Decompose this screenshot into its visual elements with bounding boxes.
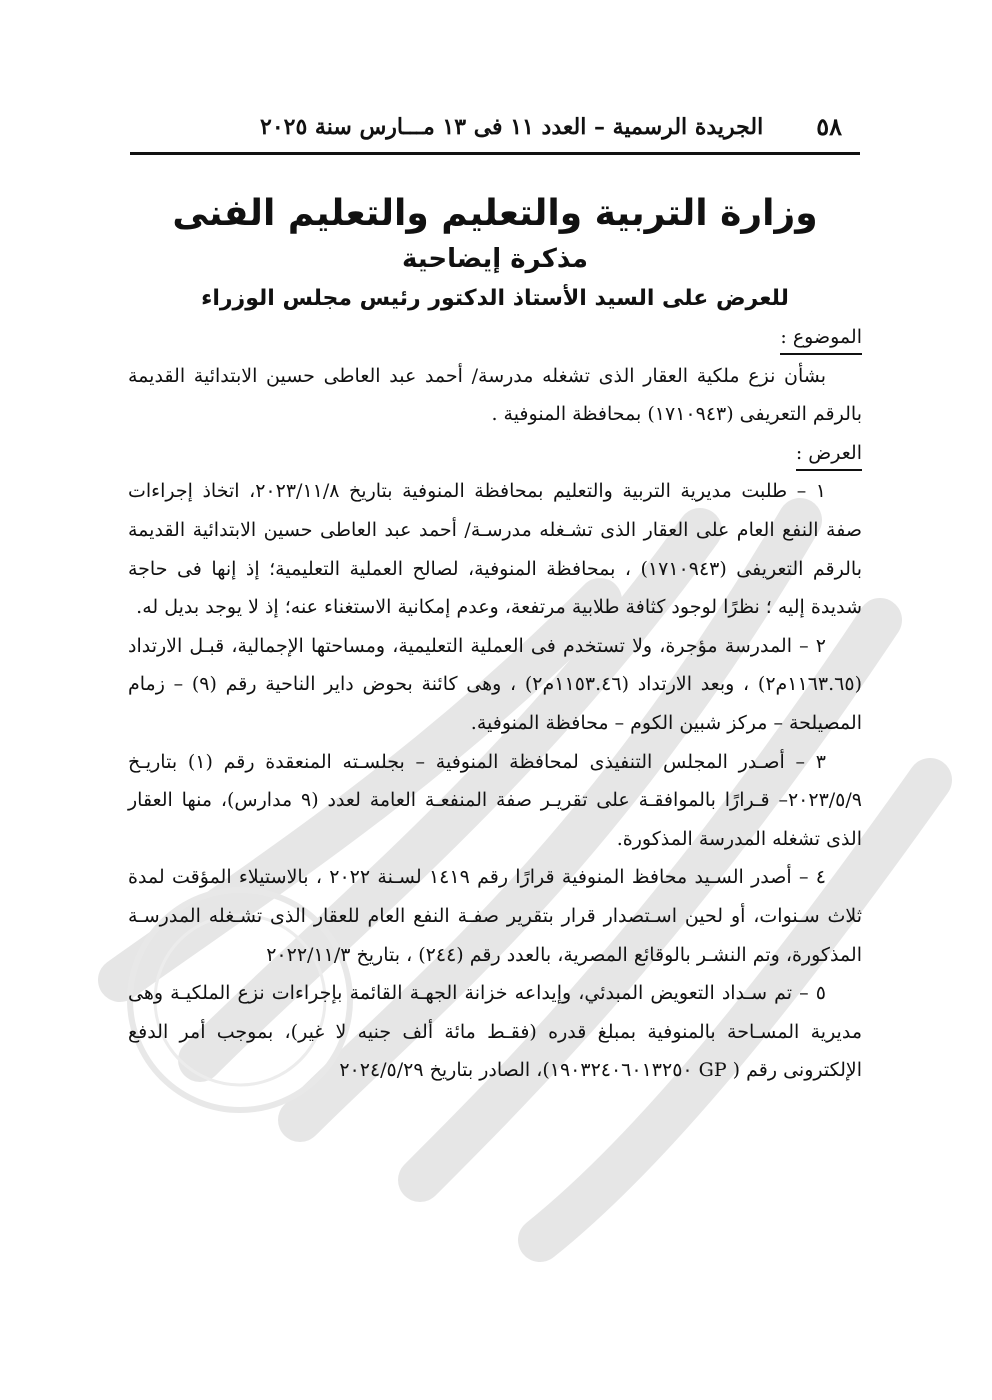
subject-text: بشأن نزع ملكية العقار الذى تشغله مدرسة/ أحمد عبد العاطى حسين الابتدائية القديمة بالرقم التعريفى (١٧١٠٩٤٣) بمحافظة المنوفية . [128,364,862,426]
memo-title: مذكرة إيضاحية [402,244,588,274]
paragraph-4: ٤ – أصدر السـيد محافظ المنوفية قرارًا رقم ١٤١٩ لسـنة ٢٠٢٢ ، بالاستيلاء المؤقت لمدة ثلاث سـنوات، أو لحين اسـتصدار قرار بتقرير صفـة النفع العام للعقار الذى تشـغله المدرسـة المذكورة، وتم النشـر بالوقائع المصرية، بالعدد رقم (٢٤٤) ، بتاريخ ٢٠٢٢/١١/٣ [128,866,862,966]
subject-label: الموضوع : [780,322,862,355]
publication-title: الجريدة الرسمية – العدد ١١ فى ١٣ مـــارس سنة ٢٠٢٥ [260,114,764,140]
page-number: ٥٨ [816,112,842,141]
header-divider [130,152,860,155]
running-header [130,112,860,152]
document-body [128,318,862,1090]
presentation-label: العرض : [796,438,862,471]
title-block [130,190,860,314]
paragraph-1: ١ – طلبت مديرية التربية والتعليم بمحافظة المنوفية بتاريخ ٢٠٢٣/١١/٨، اتخاذ إجراءات صفة النفع العام على العقار الذى تشـغله مدرسـة/ أحمد عبد العاطى حسين الابتدائية القديمة بالرقم التعريفى (١٧١٠٩٤٣) ، بمحافظة المنوفية، لصالح العملية التعليمية؛ إذ إنها فى حاجة شديدة إليه ؛ نظرًا لوجود كثافة طلابية مرتفعة، وعدم إمكانية الاستغناء عنه؛ إذ لا يوجد بديل له. [128,480,862,619]
paragraph-5: ٥ – تم سـداد التعويض المبدئي، وإيداعه خزانة الجهـة القائمة بإجراءات نزع الملكيـة وهى مديرية المسـاحة بالمنوفية بمبلغ قدره (فقـط مائة ألف جنيه لا غير)، بموجب أمر الدفع الإلكترونى رقم ( GP ١٩٠٣٢٤٠٦٠١٣٢٥٠)، الصادر بتاريخ ٢٠٢٤/٥/٢٩ [128,982,862,1082]
addressee-line: للعرض على السيد الأستاذ الدكتور رئيس مجلس الوزراء [201,286,789,311]
paragraph-3: ٣ – أصـدر المجلس التنفيذى لمحافظة المنوفية – بجلسـته المنعقدة رقم (١) بتاريـخ ٢٠٢٣/٥/٩– قـرارًا بالموافقـة على تقريـر صفة المنفعـة العامة لعدد (٩ مدارس)، منها العقار الذى تشغله المدرسة المذكورة. [128,750,862,850]
paragraph-2: ٢ – المدرسة مؤجرة، ولا تستخدم فى العملية التعليمية، ومساحتها الإجمالية، قبـل الارتداد (١١٦٣.٦٥م٢) ، وبعد الارتداد (١١٥٣.٤٦م٢) ، وهى كائنة بحوض داير الناحية رقم (٩) – زمام المصيلحة – مركز شبين الكوم – محافظة المنوفية. [128,634,862,734]
ministry-title: وزارة التربية والتعليم والتعليم الفنى [172,193,818,234]
